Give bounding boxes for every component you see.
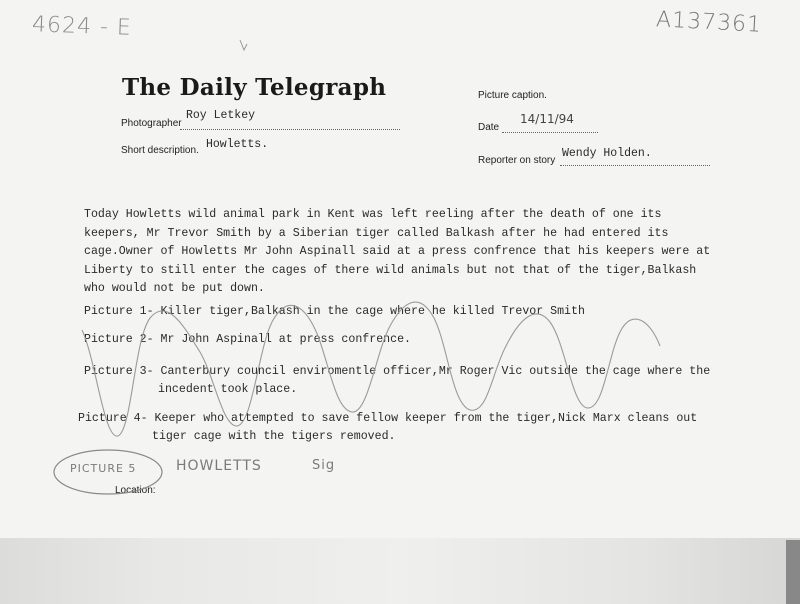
location-label: Location: <box>115 485 156 496</box>
location-circle <box>54 450 162 494</box>
picture-3-caption-cont: incedent took place. <box>158 383 298 396</box>
photographer-value: Roy Letkey <box>186 109 256 122</box>
location-value-handwritten: HOWLETTS <box>176 458 262 474</box>
signature-handwritten: Sig <box>312 458 336 473</box>
photographer-label: Photographer <box>121 118 182 129</box>
short-description-value: Howletts. <box>206 138 269 151</box>
scribble-wave <box>82 302 660 436</box>
picture-1-caption: Picture 1- Killer tiger,Balkash in the cage where he killed Trevor Smith <box>84 305 585 318</box>
location-circle-text: PICTURE 5 <box>70 462 137 475</box>
story-text: Today Howletts wild animal park in Kent was left reeling after the death of one its keepers, Mr Trevor Smith by a Siberian tiger called Balkash after he had entered its cage.Owner of Howletts Mr John Aspinall said at a press confrence that his keepers were at Liberty to still enter the cages of there wild animals but not that of the tiger,Balkash who would not be put down. <box>84 208 711 295</box>
picture-2-caption: Picture 2- Mr John Aspinall at press confrence. <box>84 333 411 346</box>
reference-number-handwritten: A137361 <box>655 7 763 38</box>
date-label: Date <box>478 122 500 133</box>
short-description-label: Short description. <box>121 145 199 156</box>
archive-number-handwritten: 4624 - E <box>31 12 133 41</box>
picture-3-caption: Picture 3- Canterbury council enviromentle officer,Mr Roger Vic outside the cage where the <box>84 365 711 378</box>
top-tick-mark <box>240 40 247 50</box>
newspaper-masthead: The Daily Telegraph <box>122 74 387 101</box>
picture-4-caption: Picture 4- Keeper who attempted to save fellow keeper from the tiger,Nick Marx cleans out <box>78 412 698 425</box>
date-value: 14/11/94 <box>520 112 574 126</box>
picture-caption-label: Picture caption. <box>478 90 547 101</box>
picture-4-caption-cont: tiger cage with the tigers removed. <box>152 430 396 443</box>
reporter-label: Reporter on story <box>478 155 556 166</box>
reporter-value: Wendy Holden. <box>562 147 652 160</box>
